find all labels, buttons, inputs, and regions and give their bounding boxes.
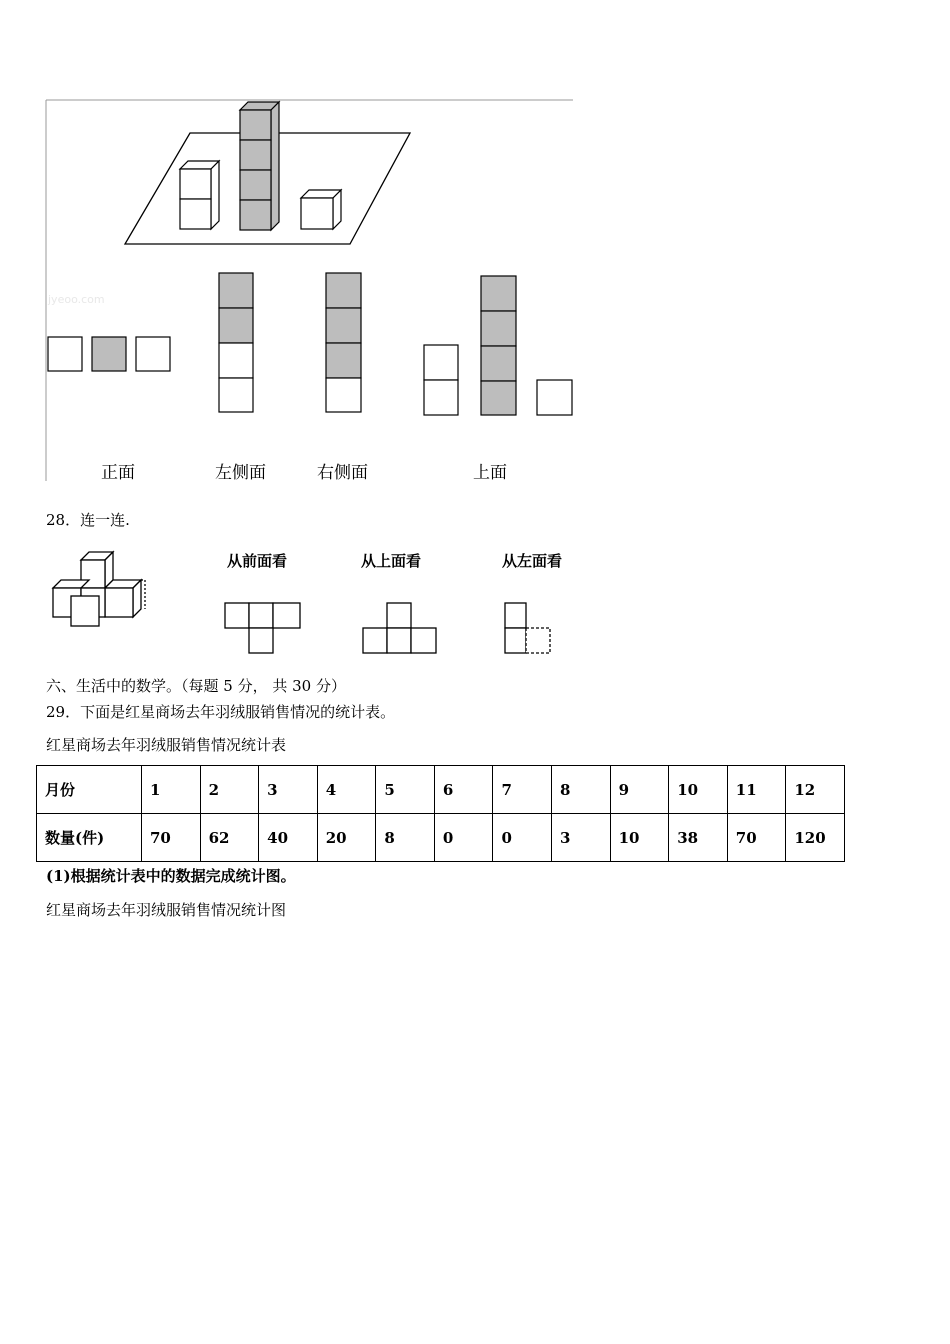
quantity-cell: 20	[317, 814, 376, 862]
month-cell: 4	[317, 766, 376, 814]
q28-left-view	[505, 603, 550, 653]
left-side-view	[219, 273, 253, 412]
q29-sub1: (1)根据统计表中的数据完成统计图。	[46, 867, 296, 885]
table-row-months	[37, 766, 845, 814]
month-cell: 2	[200, 766, 259, 814]
right-cube	[301, 190, 341, 229]
quantity-cell: 120	[786, 814, 845, 862]
month-cell: 9	[610, 766, 669, 814]
watermark: jyeoo.com	[48, 293, 105, 306]
quantity-cell: 8	[376, 814, 435, 862]
row-header-quantity: 数量(件)	[37, 814, 142, 862]
table-caption: 红星商场去年羽绒服销售情况统计表	[46, 736, 287, 754]
q28-solid	[53, 552, 145, 626]
month-cell: 3	[259, 766, 318, 814]
middle-cube-stack	[240, 102, 279, 230]
month-cell: 10	[669, 766, 728, 814]
q28-label-left: 从左面看	[502, 552, 563, 570]
left-cube-stack	[180, 161, 219, 229]
month-cell: 6	[434, 766, 493, 814]
quantity-cell: 0	[434, 814, 493, 862]
top-view	[424, 276, 572, 415]
right-side-view	[326, 273, 361, 412]
sales-table	[36, 765, 845, 862]
quantity-cell: 38	[669, 814, 728, 862]
month-cell: 12	[786, 766, 845, 814]
month-cell: 7	[493, 766, 552, 814]
month-cell: 1	[142, 766, 201, 814]
q28-label-top: 从上面看	[361, 552, 422, 570]
chart-caption: 红星商场去年羽绒服销售情况统计图	[46, 901, 287, 919]
q28-title: 28．连一连.	[46, 511, 130, 529]
row-header-month: 月份	[37, 766, 142, 814]
quantity-cell: 10	[610, 814, 669, 862]
label-right-side: 右侧面	[317, 463, 368, 483]
label-front: 正面	[101, 463, 135, 483]
quantity-cell: 70	[142, 814, 201, 862]
quantity-cell: 0	[493, 814, 552, 862]
quantity-cell: 40	[259, 814, 318, 862]
q28-top-view	[363, 603, 436, 653]
quantity-cell: 62	[200, 814, 259, 862]
table-row-quantities	[37, 814, 845, 862]
cube-views-figure	[45, 98, 575, 483]
quantity-cell: 70	[727, 814, 786, 862]
front-view	[48, 337, 170, 371]
month-cell: 11	[727, 766, 786, 814]
q28-figure	[45, 545, 575, 660]
label-top: 上面	[473, 463, 507, 483]
label-left-side: 左侧面	[215, 463, 266, 483]
month-cell: 5	[376, 766, 435, 814]
quantity-cell: 3	[552, 814, 611, 862]
section6-title: 六、生活中的数学。（每题 5 分， 共 30 分）	[46, 677, 346, 695]
q28-label-front: 从前面看	[227, 552, 288, 570]
q28-front-view	[225, 603, 300, 653]
q29-title: 29．下面是红星商场去年羽绒服销售情况的统计表。	[46, 703, 396, 721]
month-cell: 8	[552, 766, 611, 814]
